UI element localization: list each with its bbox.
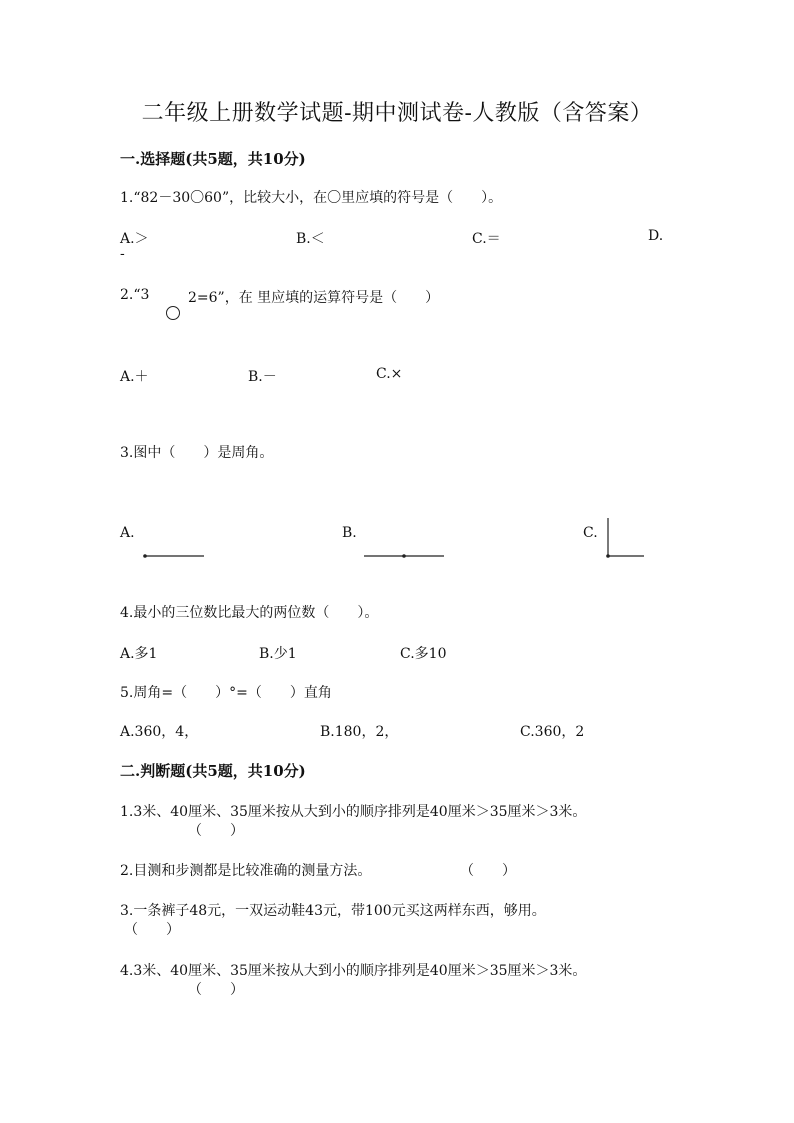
q4-option-c[interactable]: C.多10 [400, 646, 447, 662]
question-5-stem: 5.周角=（ ）°=（ ）直角 [120, 685, 332, 701]
q3-option-c[interactable]: C. [583, 525, 598, 541]
question-3-stem: 3.图中（ ）是周角。 [120, 445, 274, 461]
q2-option-a[interactable]: A.＋ [120, 369, 149, 385]
q1-option-c[interactable]: C.＝ [472, 231, 501, 247]
q2-option-c[interactable]: C.× [376, 366, 403, 382]
q2-option-b[interactable]: B.－ [248, 369, 277, 385]
judge-4-blank[interactable]: （ ） [188, 982, 244, 998]
page-title: 二年级上册数学试题-期中测试卷-人教版（含答案） [141, 101, 653, 126]
section-heading-judgement: 二.判断题(共5题，共10分) [120, 762, 306, 780]
question-2-stem-right: 2=6”，在 里应填的运算符号是（ ） [188, 290, 440, 306]
judge-3-stem: 3.一条裤子48元，一双运动鞋43元，带100元买这两样东西，够用。 [120, 903, 546, 919]
judge-4-stem: 4.3米、40厘米、35厘米按从大到小的顺序排列是40厘米＞35厘米＞3米。 [120, 963, 587, 979]
circle-blank-icon [166, 306, 180, 320]
judge-1-blank[interactable]: （ ） [188, 823, 244, 839]
judge-3-blank[interactable]: （ ） [124, 922, 180, 938]
question-4-stem: 4.最小的三位数比最大的两位数（ ）。 [120, 605, 379, 621]
ray-angle-figure-a [140, 550, 210, 562]
q3-option-b[interactable]: B. [342, 525, 357, 541]
section-heading-choice: 一.选择题(共5题，共10分) [120, 150, 306, 168]
judge-2-blank[interactable]: （ ） [460, 863, 516, 879]
right-angle-figure-c [602, 516, 648, 562]
judge-2-stem: 2.目测和步测都是比较准确的测量方法。 [120, 863, 372, 879]
q4-option-b[interactable]: B.少1 [259, 646, 297, 662]
straight-angle-figure-b [362, 550, 448, 562]
q3-option-a[interactable]: A. [120, 525, 135, 541]
q5-option-c[interactable]: C.360，2 [520, 724, 585, 740]
judge-1-stem: 1.3米、40厘米、35厘米按从大到小的顺序排列是40厘米＞35厘米＞3米。 [120, 804, 587, 820]
q5-option-a[interactable]: A.360，4， [120, 724, 199, 740]
q5-option-b[interactable]: B.180，2， [320, 724, 399, 740]
question-1-stem: 1.“82－30〇60”，比较大小，在〇里应填的符号是（ ）。 [120, 190, 503, 206]
q1-option-a[interactable]: A.＞ [120, 231, 149, 247]
q1-option-d[interactable]: D. [648, 228, 664, 244]
question-2-stem-left: 2.“3 [120, 287, 150, 303]
q1-option-b[interactable]: B.＜ [296, 231, 325, 247]
q4-option-a[interactable]: A.多1 [120, 646, 158, 662]
q1-option-d-value: - [120, 246, 125, 262]
